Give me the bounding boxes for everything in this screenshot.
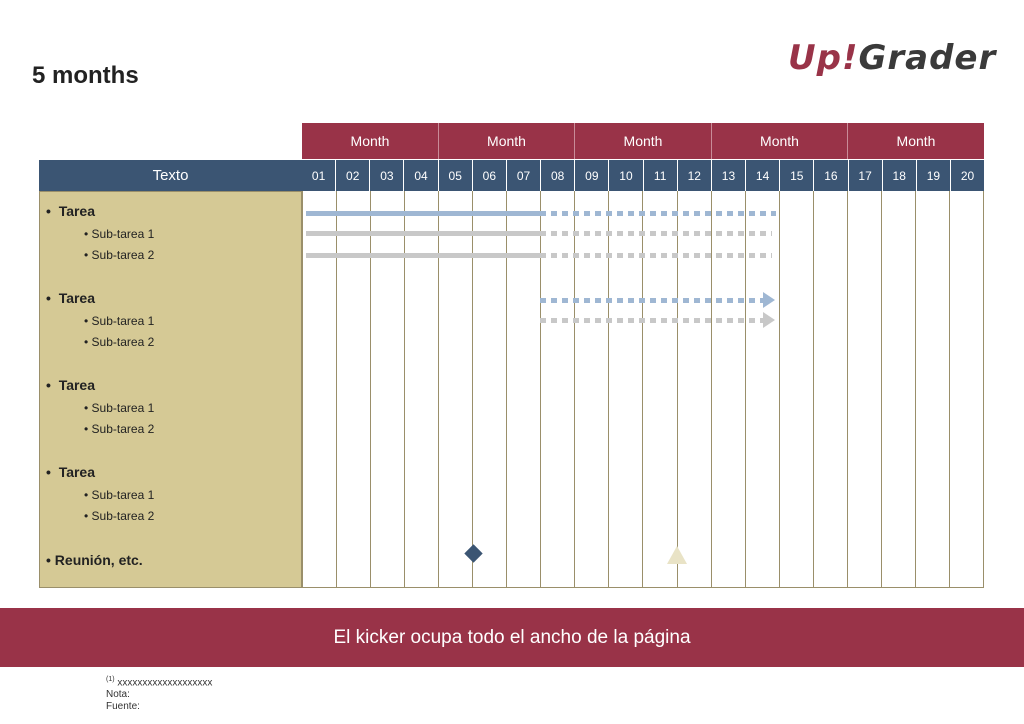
week-header: 14 <box>746 160 780 191</box>
week-header: 08 <box>541 160 575 191</box>
grid-column <box>711 191 745 587</box>
subtask-bar-done <box>306 253 540 258</box>
month-header: Month <box>439 123 575 159</box>
week-header: 06 <box>473 160 507 191</box>
week-header: 12 <box>678 160 712 191</box>
grid-column <box>813 191 847 587</box>
week-header: 02 <box>336 160 370 191</box>
week-header: 15 <box>780 160 814 191</box>
arrow-right-icon <box>763 312 775 328</box>
grid-column <box>949 191 983 587</box>
week-header-row <box>302 160 984 191</box>
grid-column <box>302 191 336 587</box>
note-label: Nota: <box>106 689 130 700</box>
month-header-row <box>302 123 984 159</box>
week-header: 11 <box>644 160 678 191</box>
footnote: $^{(1)}$ xxxxxxxxxxxxxxxxxxx <box>106 676 213 689</box>
grid-column <box>336 191 370 587</box>
logo-part-grader: Grader <box>858 38 997 78</box>
gantt-grid <box>302 191 984 588</box>
grid-column <box>438 191 472 587</box>
subtask-bar-planned <box>540 253 772 258</box>
grid-column <box>370 191 404 587</box>
subtask-label: • Sub-tarea 1 <box>84 401 155 415</box>
subtask-label: • Sub-tarea 2 <box>84 335 155 349</box>
page-title: 5 months <box>32 62 139 89</box>
grid-column <box>745 191 779 587</box>
week-header: 01 <box>302 160 336 191</box>
week-header: 17 <box>849 160 883 191</box>
kicker-banner: El kicker ocupa todo el ancho de la página <box>0 608 1024 667</box>
grid-column <box>540 191 574 587</box>
subtask-label: • Sub-tarea 1 <box>84 314 155 328</box>
week-header: 16 <box>814 160 848 191</box>
arrow-right-icon <box>763 292 775 308</box>
grid-column <box>506 191 540 587</box>
task-label: • Tarea <box>46 377 96 393</box>
milestone-triangle-icon <box>667 546 687 564</box>
task-bar-planned <box>540 211 776 216</box>
month-header: Month <box>302 123 439 159</box>
subtask-label: • Sub-tarea 1 <box>84 488 155 502</box>
week-header: 05 <box>439 160 473 191</box>
week-header: 20 <box>960 168 975 183</box>
grid-column <box>779 191 813 587</box>
text-column-header: Texto <box>39 160 302 191</box>
subtask-bar-planned <box>540 318 764 323</box>
subtask-label: • Sub-tarea 2 <box>84 248 155 262</box>
week-header: 13 <box>712 160 746 191</box>
month-header: Month <box>848 123 984 159</box>
grid-column <box>915 191 949 587</box>
task-label: • Tarea <box>46 464 96 480</box>
subtask-label: • Sub-tarea 1 <box>84 227 155 241</box>
source-label: Fuente: <box>106 701 140 712</box>
week-header: 19 <box>917 160 951 191</box>
subtask-label: • Sub-tarea 2 <box>84 422 155 436</box>
week-header: 09 <box>575 160 609 191</box>
grid-column <box>472 191 506 587</box>
week-header: 18 <box>883 160 917 191</box>
meeting-label: • Reunión, etc. <box>46 552 143 568</box>
month-header: Month <box>712 123 848 159</box>
brand-logo <box>788 38 996 78</box>
task-label: • Tarea <box>46 290 96 306</box>
grid-column <box>677 191 711 587</box>
subtask-bar-planned <box>540 231 772 236</box>
task-bar-planned <box>540 298 764 303</box>
grid-column <box>881 191 915 587</box>
grid-column <box>404 191 438 587</box>
grid-column <box>574 191 608 587</box>
grid-column <box>608 191 642 587</box>
subtask-bar-done <box>306 231 540 236</box>
task-label: • Tarea <box>46 203 96 219</box>
logo-part-up: Up! <box>788 38 859 78</box>
week-header: 10 <box>609 160 643 191</box>
week-header: 04 <box>404 160 438 191</box>
week-header: 07 <box>507 160 541 191</box>
grid-column <box>642 191 676 587</box>
grid-column <box>847 191 881 587</box>
week-header: 03 <box>370 160 404 191</box>
task-bar-done <box>306 211 540 216</box>
subtask-label: • Sub-tarea 2 <box>84 509 155 523</box>
month-header: Month <box>575 123 712 159</box>
